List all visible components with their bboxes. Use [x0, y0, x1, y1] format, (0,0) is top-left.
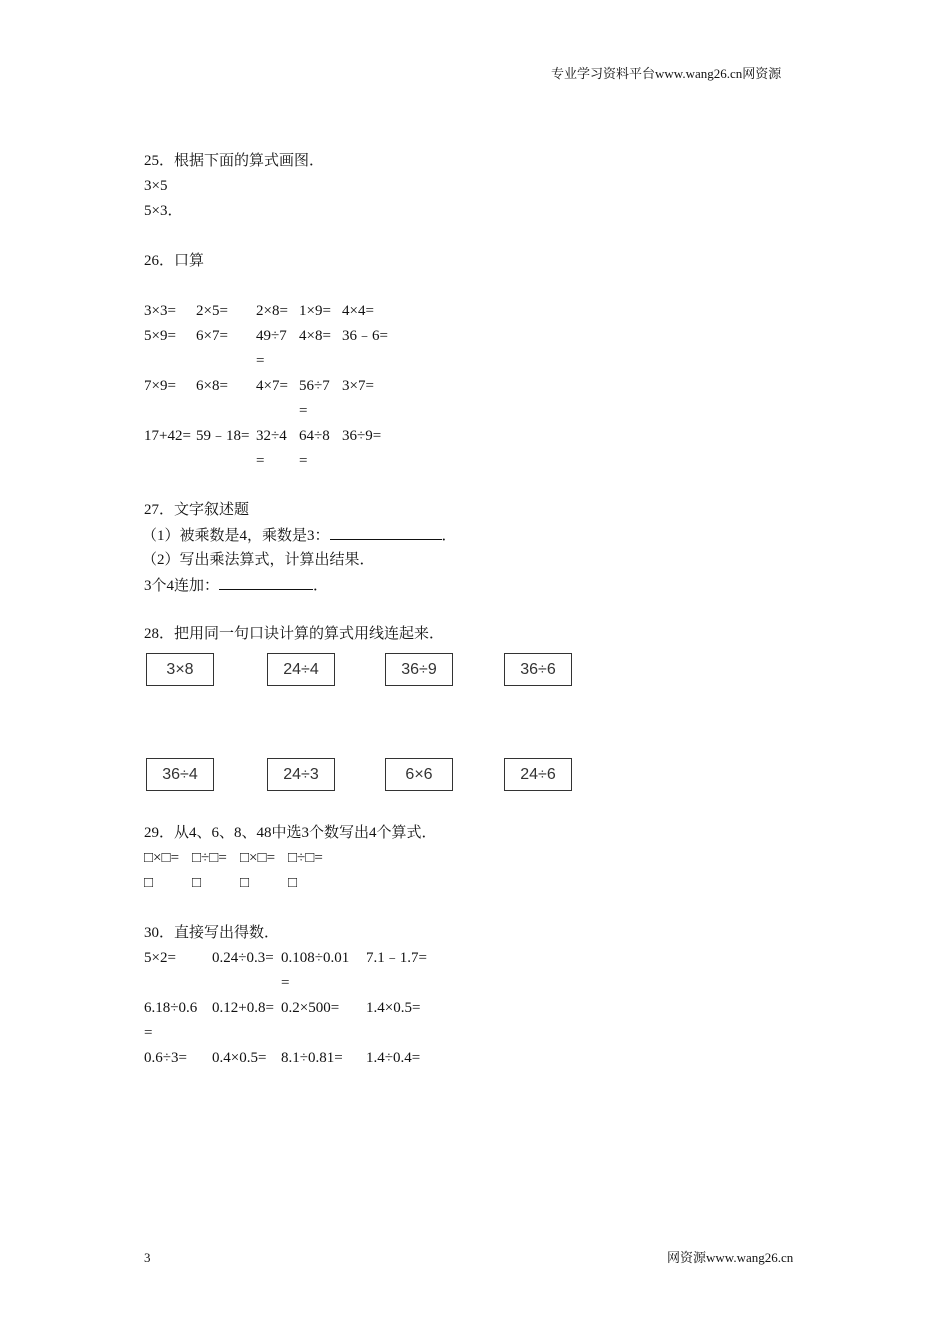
q26-cell: 4×8=: [299, 328, 331, 344]
question-27-title: 27．文字叙述题: [144, 502, 250, 518]
q27-line-1-text: （1）被乘数是4，乘数是3：: [142, 528, 330, 544]
match-box-bottom-2[interactable]: 24÷3: [267, 758, 335, 791]
q26-cell: 3×7=: [342, 378, 374, 394]
question-30-title: 30．直接写出得数．: [144, 925, 280, 941]
question-28-title: 28．把用同一句口诀计算的算式用线连起来．: [144, 626, 445, 642]
q26-cell: 3×3=: [144, 303, 176, 319]
q30-cell: 0.6÷3=: [144, 1050, 187, 1066]
q30-cell: 0.24÷0.3=: [212, 950, 274, 966]
q26-cell: =: [299, 453, 308, 469]
q25-line-2: 5×3．: [144, 203, 183, 219]
q30-cell: 0.108÷0.01: [281, 950, 350, 966]
footer-site: 网资源www.wang26.cn: [667, 1250, 794, 1265]
match-box-bottom-4[interactable]: 24÷6: [504, 758, 572, 791]
q30-cell: 6.18÷0.6: [144, 1000, 198, 1016]
page-number: 3: [144, 1250, 151, 1265]
q30-cell: 1.4÷0.4=: [366, 1050, 421, 1066]
q26-cell: 4×7=: [256, 378, 288, 394]
q29-expression: □×□=: [144, 850, 180, 866]
match-box-bottom-3[interactable]: 6×6: [385, 758, 453, 791]
q26-cell: 56÷7: [299, 378, 330, 394]
answer-blank-1[interactable]: [330, 525, 442, 540]
q29-expression: □÷□=: [288, 850, 323, 866]
q27-line-2: （2）写出乘法算式，计算出结果．: [142, 552, 375, 568]
q27-line-3-end: ．: [313, 578, 329, 594]
q30-cell: 1.4×0.5=: [366, 1000, 421, 1016]
q30-cell: 0.12+0.8=: [212, 1000, 274, 1016]
q27-line-1: [142, 525, 457, 546]
q26-cell: =: [299, 403, 308, 419]
q30-cell: =: [144, 1025, 153, 1041]
q26-cell: 36﹣6=: [342, 328, 388, 344]
q26-cell: 6×8=: [196, 378, 228, 394]
q30-cell: 7.1﹣1.7=: [366, 950, 427, 966]
question-26-title: 26．口算: [144, 253, 205, 269]
q26-cell: 4×4=: [342, 303, 374, 319]
match-box-top-1[interactable]: 3×8: [146, 653, 214, 686]
q29-expression: □÷□=: [192, 850, 227, 866]
match-box-top-4[interactable]: 36÷6: [504, 653, 572, 686]
q25-line-1: 3×5: [144, 178, 168, 194]
q30-cell: 5×2=: [144, 950, 176, 966]
q26-cell: 7×9=: [144, 378, 176, 394]
q26-cell: 32÷4: [256, 428, 287, 444]
question-29-title: 29．从4、6、8、48中选3个数写出4个算式．: [144, 825, 437, 841]
q29-answer-box: □: [288, 875, 298, 891]
q29-answer-box: □: [192, 875, 202, 891]
answer-blank-2[interactable]: [219, 575, 313, 590]
q26-cell: 6×7=: [196, 328, 228, 344]
q26-cell: =: [256, 353, 265, 369]
q29-expression: □×□=: [240, 850, 276, 866]
match-box-top-3[interactable]: 36÷9: [385, 653, 453, 686]
q26-cell: 64÷8: [299, 428, 330, 444]
q30-cell: =: [281, 975, 290, 991]
q26-cell: 2×8=: [256, 303, 288, 319]
q30-cell: 0.2×500=: [281, 1000, 340, 1016]
q27-line-3: [144, 575, 328, 596]
q27-line-3-text: 3个4连加：: [144, 578, 220, 594]
q27-line-1-end: ．: [441, 528, 457, 544]
q26-cell: 5×9=: [144, 328, 176, 344]
q26-cell: 17+42=: [144, 428, 191, 444]
q26-cell: 1×9=: [299, 303, 331, 319]
q26-cell: =: [256, 453, 265, 469]
page-header: 专业学习资料平台www.wang26.cn网资源: [551, 66, 782, 81]
match-box-top-2[interactable]: 24÷4: [267, 653, 335, 686]
q29-answer-box: □: [144, 875, 154, 891]
q26-cell: 49÷7: [256, 328, 287, 344]
q26-cell: 36÷9=: [342, 428, 382, 444]
question-25-title: 25．根据下面的算式画图．: [144, 153, 325, 169]
q30-cell: 8.1÷0.81=: [281, 1050, 343, 1066]
q29-answer-box: □: [240, 875, 250, 891]
q30-cell: 0.4×0.5=: [212, 1050, 267, 1066]
q26-cell: 59﹣18=: [196, 428, 250, 444]
match-box-bottom-1[interactable]: 36÷4: [146, 758, 214, 791]
q26-cell: 2×5=: [196, 303, 228, 319]
